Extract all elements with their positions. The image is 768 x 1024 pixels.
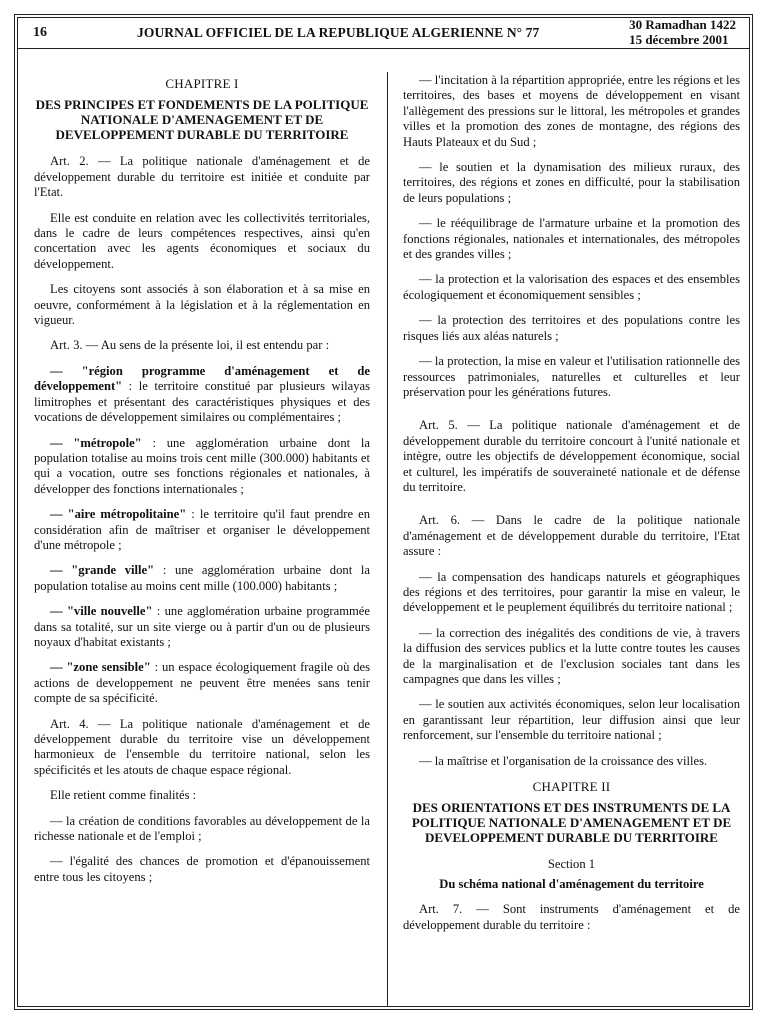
- definition-text: : une agglomération urbaine dont la population totalise au moins cent mille (100.000) habitants ;: [34, 563, 370, 593]
- definition: [34, 604, 370, 650]
- page-header: [17, 17, 750, 49]
- article-4-p2: Elle retient comme finalités :: [50, 788, 197, 803]
- finality-item: — la protection des territoires et des populations contre les risques liés aux aléas naturels ;: [403, 313, 740, 343]
- article-6-intro: Art. 6. — Dans le cadre de la politique nationale d'aménagement et de développement durable du territoire, l'Etat assure :: [403, 513, 740, 559]
- finality-item: — le rééquilibrage de l'armature urbaine et la promotion des fonctions régionales, nationales et internationales, des métropoles et des grandes villes ;: [403, 216, 740, 262]
- finality-item: — l'incitation à la répartition appropriée, entre les régions et les territoires, des bases et moyens de développement en visant l'allègement des pressions sur le littoral, les métropoles et grandes villes et la promotion des zones de montagne, des régions des Hauts Plateaux et du Sud ;: [403, 73, 740, 149]
- definition-text: : le territoire constitué par plusieurs wilayas limitrophes et présentant des caractéristiques physiques et des vocations de développement similaires ou complémentaires ;: [34, 379, 370, 425]
- definition: [34, 364, 370, 426]
- article-2-p2: Elle est conduite en relation avec les collectivités territoriales, dans le cadre de leurs compétences respectives, ainsi qu'en concertation avec les agents économiques et sociaux du développement.: [34, 210, 370, 271]
- article-4-p3: — la création de conditions favorables au développement de la richesse nationale et de l'emploi ;: [34, 813, 370, 844]
- definition-text: : une agglomération urbaine dont la population totalise au moins trois cent mille (300.000) habitants et qui a vocation, outre ses fonctions régionales et nationales, à développer des fonctions internationales ;: [34, 435, 370, 496]
- section-title: Du schéma national d'aménagement du territoire: [439, 876, 704, 891]
- journal-title: JOURNAL OFFICIEL DE LA REPUBLIQUE ALGERIENNE N° 77: [137, 25, 540, 40]
- date-hijri: 30 Ramadhan 1422: [629, 17, 736, 32]
- article-2-p1: Art. 2. — La politique nationale d'aménagement et de développement durable du territoire est initiée et conduite par l'Etat.: [34, 154, 370, 200]
- article-5: Art. 5. — La politique nationale d'aménagement et de développement durable du territoire concourt à l'unité nationale et intègre, outre les objectifs de développement économique, social et culturel, les impératifs de souveraineté nationale et de défense du territoire.: [403, 418, 740, 494]
- article-6-item: — la maîtrise et l'organisation de la croissance des villes.: [419, 753, 708, 768]
- definition-term: — "métropole": [50, 435, 142, 450]
- column-divider: [387, 72, 388, 1007]
- definition: [34, 660, 370, 706]
- definition-term: — "zone sensible": [50, 660, 151, 675]
- article-2-p3: Les citoyens sont associés à son élaboration et à sa mise en oeuvre, conformément à la législation et à la réglementation en vigueur.: [34, 282, 370, 328]
- article-4-p1: Art. 4. — La politique nationale d'aménagement et de développement durable du territoire vise un développement harmonieux de l'ensemble du territoire national, selon les spécificités et les atouts de chaque espace régional.: [34, 716, 370, 777]
- definition: [34, 563, 370, 594]
- chapter-label: CHAPITRE I: [165, 76, 239, 91]
- right-column: [403, 73, 740, 943]
- finality-item: — la protection, la mise en valeur et l'utilisation rationnelle des ressources patrimoniales, naturelles et culturelles et leur préservation pour les générations futures.: [403, 354, 740, 399]
- article-4-p4: — l'égalité des chances de promotion et d'épanouissement entre tous les citoyens ;: [34, 854, 370, 884]
- left-column: [34, 70, 370, 895]
- page-number: 16: [33, 25, 47, 40]
- definition-term: — "grande ville": [50, 563, 155, 578]
- chapter-title: DES PRINCIPES ET FONDEMENTS DE LA POLITIQUE NATIONALE D'AMENAGEMENT ET DE DEVELOPPEMENT DURABLE DU TERRITOIRE: [35, 97, 369, 143]
- definition-text: : un espace écologiquement fragile où des actions de developpement ne peuvent être menées sans tenir compte de sa spécificité.: [34, 660, 370, 706]
- definition-text: : le territoire qu'il faut prendre en considération afin de maîtriser et organiser le développement d'une métropole ;: [34, 507, 371, 552]
- chapter-2-title: DES ORIENTATIONS ET DES INSTRUMENTS DE LA POLITIQUE NATIONALE D'AMENAGEMENT ET DE DEVELOPPEMENT DURABLE DU TERRITOIRE: [411, 800, 732, 846]
- finality-item: — le soutien et la dynamisation des milieux ruraux, des territoires, des régions et zones en difficulté, pour la stabilisation de leurs populations ;: [403, 160, 740, 205]
- definition-term: — "aire métropolitaine": [50, 507, 187, 522]
- article-7: Art. 7. — Sont instruments d'aménagement et de développement durable du territoire :: [403, 902, 740, 932]
- chapter-2-label: CHAPITRE II: [532, 779, 611, 795]
- definition-term: — "ville nouvelle": [50, 604, 153, 619]
- date-gregorian: 15 décembre 2001: [629, 32, 729, 47]
- article-6-item: — le soutien aux activités économiques, selon leur localisation en garantissant leur répartition, leur diffusion ainsi que leur renforcement, sur l'ensemble du territoire national ;: [403, 697, 740, 743]
- definition-term: — "région programme d'aménagement et de développement": [34, 363, 370, 394]
- definition-text: : une agglomération urbaine programmée dans sa totalité, sur un site vierge ou à partir d'un ou de plusieurs noyaux d'habitat existants ;: [34, 604, 370, 649]
- definition: [34, 507, 370, 553]
- issue-date: [629, 17, 736, 47]
- section-label: Section 1: [547, 857, 596, 872]
- article-6-item: — la compensation des handicaps naturels et géographiques des régions et des territoires, pour garantir la mise en valeur, le développement et le peuplement équilibrés du territoire national ;: [403, 569, 740, 615]
- finality-item: — la protection et la valorisation des espaces et des ensembles écologiquement et économiquement sensibles ;: [403, 272, 740, 302]
- definition: [34, 436, 370, 498]
- article-3-intro: Art. 3. — Au sens de la présente loi, il est entendu par :: [50, 338, 330, 353]
- article-6-item: — la correction des inégalités des conditions de vie, à travers la diffusion des services publics et la lutte contre toutes les causes de la marginalisation et de l'exclusion sociales tant dans les campagnes que dans les villes ;: [403, 625, 740, 686]
